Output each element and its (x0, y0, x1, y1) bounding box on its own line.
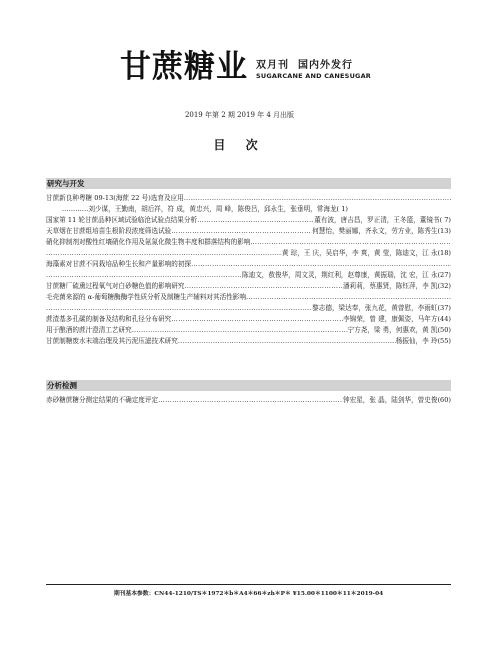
toc-entry[interactable] (46, 226, 451, 237)
entry-title: 甘蔗制糖废水末端治理及其污泥压滤技术研究 (46, 337, 178, 345)
toc-entry[interactable] (46, 325, 451, 336)
masthead-right (256, 60, 371, 81)
entry-title: 海藻素对甘蔗不同栽培品种生长和产量影响的初探 (46, 260, 192, 268)
entry-page: (27) (437, 271, 451, 279)
journal-distribution: 国内外发行 (297, 60, 353, 71)
journal-title: 甘蔗糖业 (120, 49, 248, 85)
journal-parameters: 期刊基本参数：CN44-1210/TS＊1972＊b＊A4＊66＊zh＊P＊ ¥15.00＊1100＊11＊2019-04 (46, 584, 451, 597)
entry-page: (50) (437, 326, 451, 334)
entry-title: 天草烟在甘蔗组培苗生根阶段浓度筛选试验 (46, 227, 172, 235)
entry-authors: 钟宏星，张 晶，陆剑华，曾史俊 (343, 396, 438, 404)
toc-entry[interactable] (46, 292, 451, 314)
entry-title: 甘蔗糖厂硫熏过程氧气对白砂糖色值的影响研究 (46, 282, 185, 290)
entry-title: 蔗渣基多孔碳的制备及结构和孔径分布研究 (46, 315, 172, 323)
entry-title: 硝化抑制剂对酸性红壤硝化作用及氨氮化微生物丰度和群落结构的影响 (46, 238, 251, 246)
toc-entry[interactable] (46, 281, 451, 292)
section-heading: 研究与开发 (46, 178, 451, 189)
entry-page: (18) (437, 249, 451, 257)
entry-authors: 黎志德，梁达奉，张九花，黄曾慰，李雨虹 (312, 304, 438, 312)
entry-title: 用于酿酒的蔗汁澄清工艺研究 (46, 326, 132, 334)
masthead (120, 44, 371, 84)
entry-page: ( 7) (439, 216, 451, 224)
section-heading: 分析检测 (46, 380, 451, 391)
journal-frequency: 双月刊 国内外发行 (256, 60, 353, 71)
toc-entry[interactable] (46, 215, 451, 226)
entry-authors: 陈迪文，敖俊华，周文灵，荆红利，赵尊康，黄振瑞，沈 宏，江 永 (242, 271, 438, 279)
entry-page: (13) (437, 227, 451, 235)
toc-entry[interactable] (46, 193, 451, 215)
entry-page: (37) (437, 304, 451, 312)
toc-entry[interactable] (46, 395, 451, 406)
entry-title: 甘蔗新良种粤糖 09-13(海蔗 22 号)选育及应用 (46, 194, 184, 202)
entry-authors: 李锦荣，曾 建，康佩姿，马年方 (343, 315, 438, 323)
toc-entry[interactable] (46, 237, 451, 259)
entry-title: 赤砂糖蔗糖分测定结果的不确定度评定 (46, 396, 159, 404)
entry-page: (44) (437, 315, 451, 323)
section-research (46, 178, 451, 347)
entry-authors: 杨振仙，李 玲 (395, 337, 438, 345)
entry-authors: 何慧怡，樊丽娜，齐永文，劳方业，陈秀生 (312, 227, 438, 235)
entry-page: (60) (437, 396, 451, 404)
toc-entry[interactable] (46, 259, 451, 281)
entry-page: ( 1) (336, 205, 348, 213)
entry-title: 毛壳菌来源的 α-葡萄糖酶酶学性质分析及制糖生产辅料对其活性影响 (46, 293, 246, 301)
entry-authors: …………刘少谋，王勤南，胡后祥，符 成，黄忠兴，周 峰，陈俊吕，邱永生，张垂明，常海龙 (62, 205, 337, 213)
journal-english-title: SUGARCANE AND CANESUGAR (256, 72, 372, 80)
entry-authors: 宁方尧，梁 勇，何惠欢，黄 凯 (347, 326, 438, 334)
toc-title: 目 次 (213, 138, 266, 152)
section-analysis (46, 380, 451, 406)
entry-authors: 董有波，唐吉昌，罗正清，王冬篮，董镜书 (314, 216, 440, 224)
entry-page: (55) (437, 337, 451, 345)
toc-entry[interactable] (46, 314, 451, 325)
entry-authors: 潘莉莉，蔡惠贤，陈钰萍，李 凯 (343, 282, 438, 290)
issue-line: 2019 年第 2 期 2019 年 4 月出版 (184, 111, 295, 119)
entry-title: 国家第 11 轮甘蔗品种区域试验临沧试验点结果分析 (46, 216, 198, 224)
toc-entry[interactable] (46, 336, 451, 347)
entry-authors: 黄 琮，王 庆，吴启华，李 爽，黄 莹，陈迪文，江 永 (281, 249, 438, 257)
entry-page: (32) (437, 282, 451, 290)
